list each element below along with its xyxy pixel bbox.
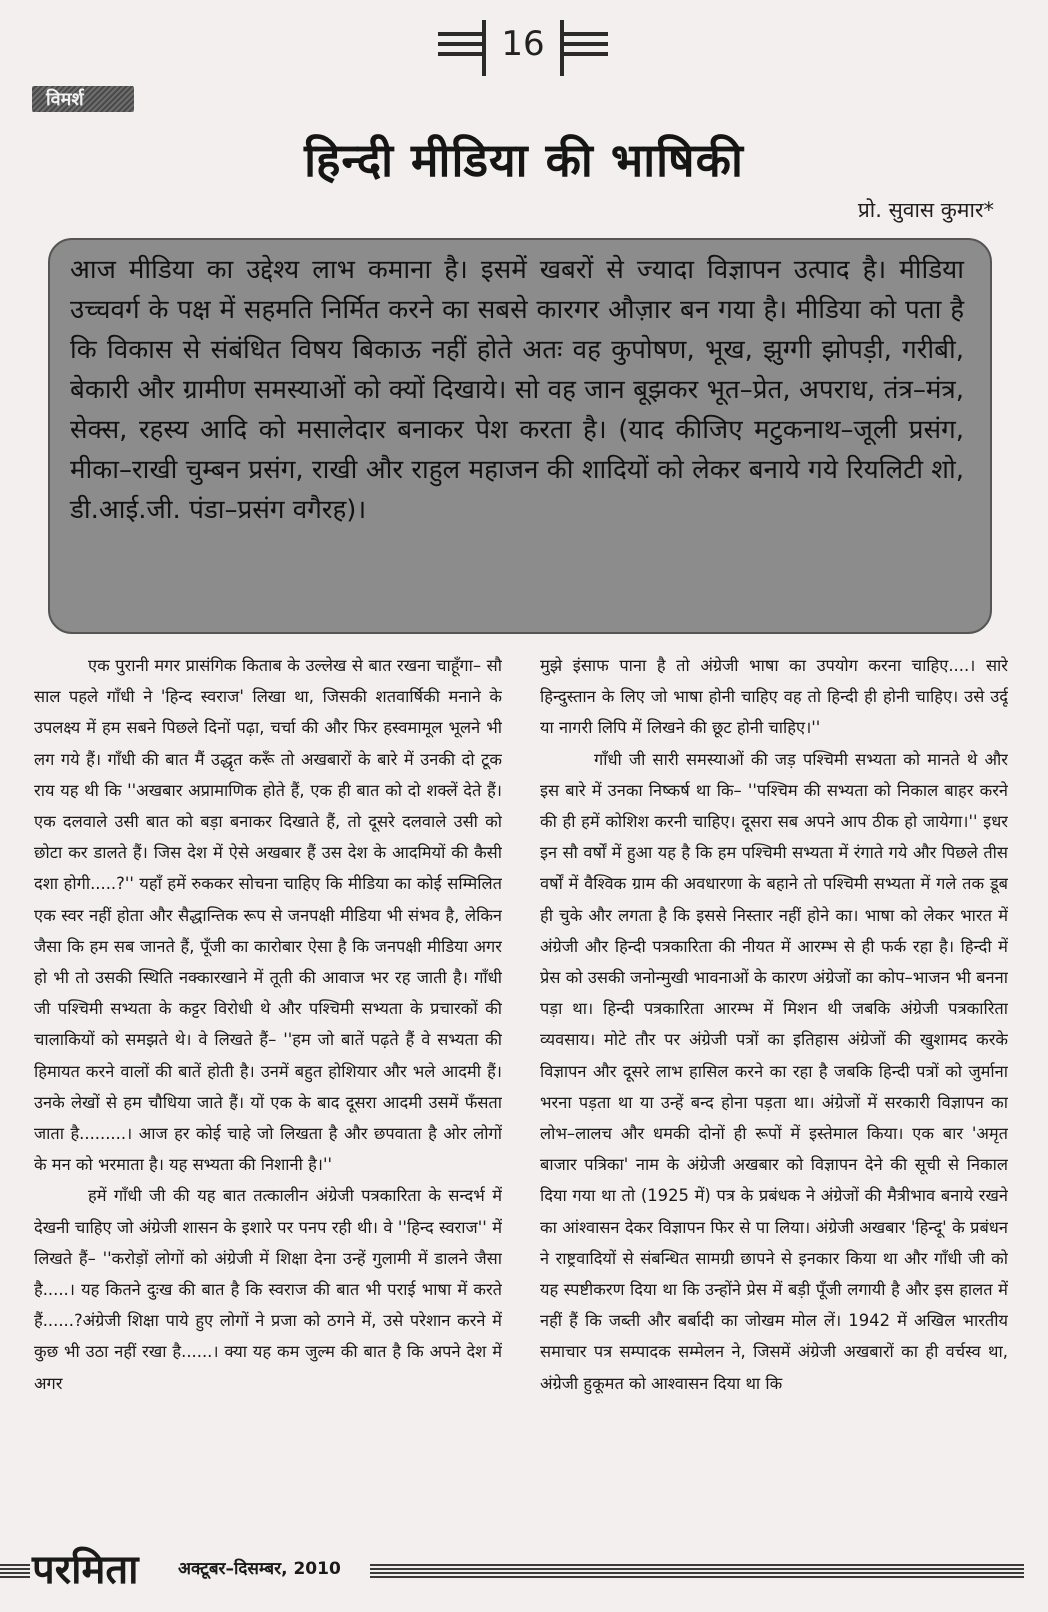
issue-date: अक्टूबर–दिसम्बर, 2010: [178, 1559, 341, 1579]
article-author: प्रो. सुवास कुमार*: [857, 198, 994, 222]
paragraph: एक पुरानी मगर प्रासंगिक किताब के उल्लेख से बात रखना चाहूँगा– सौ साल पहले गाँधी ने 'हिन्द स्वराज' लिखा था, जिसकी शतवार्षिकी मनाने के उपलक्ष्य में हम सबने पिछले दिनों पढ़ा, चर्चा की और फिर हस्वमामूल भूलने भी लग गये हैं। गाँधी की बात मैं उद्धृत करूँ तो अखबारों के बारे में उनकी दो टूक राय यह थी कि ''अखबार अप्रामाणिक होते हैं, एक ही बात को दो शक्लें देते हैं। एक दलवाले उसी बात को बड़ा बनाकर दिखाते हैं, तो दूसरे दलवाले उसी को छोटा कर डालते हैं। जिस देश में ऐसे अखबार हैं उस देश के आदमियों की कैसी दशा होगी.....?'' यहाँ हमें रुककर सोचना चाहिए कि मीडिया का कोई सम्मिलित एक स्वर नहीं होता और सैद्धान्तिक रूप से जनपक्षी मीडिया भी संभव है, लेकिन जैसा कि हम सब जानते हैं, पूँजी का कारोबार ऐसा है कि जनपक्षी मीडिया अगर हो भी तो उसकी स्थिति नक्कारखाने में तूती की आवाज भर रह जाती है। गाँधी जी पश्चिमी सभ्यता के कट्टर विरोधी थे और पश्चिमी सभ्यता के प्रचारकों की चालाकियों को समझते थे। वे लिखते हैं– ''हम जो बातें पढ़ते हैं वे सभ्यता की हिमायत करने वालों की बातें होती है। उनमें बहुत होशियार और भले आदमी हैं। उनके लेखों से हम चौधिया जाते हैं। यों एक के बाद दूसरा आदमी उसमें फँसता जाता है.........। आज हर कोई चाहे जो लिखता है और छपवाता है ओर लोगों के मन को भरमाता है। यह सभ्यता की निशानी है।'': [34, 656, 502, 1175]
paragraph: गाँधी जी सारी समस्याओं की जड़ पश्चिमी सभ्यता को मानते थे और इस बारे में उनका निष्कर्ष था कि– ''पश्चिम की सभ्यता को निकाल बाहर करने की ही हमें कोशिश करनी चाहिए। दूसरा सब अपने आप ठीक हो जायेगा।'' इधर इन सौ वर्षों में हुआ यह है कि हम पश्चिमी सभ्यता में रंगाते गये और पिछले तीस वर्षों में वैश्विक ग्राम की अवधारणा के बहाने तो पश्चिमी सभ्यता में गले तक डूब ही चुके और लगता है कि इससे निस्तार नहीं होने का। भाषा को लेकर भारत में अंग्रेजी और हिन्दी पत्रकारिता की नीयत में आरम्भ से ही फर्क रहा है। हिन्दी में प्रेस को उसकी जनोन्मुखी भावनाओं के कारण अंग्रेजों का कोप–भाजन भी बनना पड़ा था। हिन्दी पत्रकारिता आरम्भ में मिशन थी जबकि अंग्रेजी पत्रकारिता व्यवसाय। मोटे तौर पर अंग्रेजी पत्रों का इतिहास अंग्रेजों की खुशामद करके विज्ञापन और दूसरे लाभ हासिल करने का रहा है जबकि हिन्दी पत्रों को जुर्माना भरना पड़ता था या उन्हें बन्द होना पड़ता था। अंग्रेजों में सरकारी विज्ञापन का लोभ–लालच और धमकी दोनों ही रूपों में इस्तेमाल किया। एक बार 'अमृत बाजार पत्रिका' नाम के अंग्रेजी अखबार को विज्ञापन देने की सूची से निकाल दिया गया था तो (1925 में) पत्र के प्रबंधक ने अंग्रेजों की मैत्रीभाव बनाये रखने का आंश्वासन देकर विज्ञापन फिर से पा लिया। अंग्रेजी अखबार 'हिन्दू' के प्रबंधन ने राष्ट्रवादियों से संबन्धित सामग्री छापने से इनकार किया था और गाँधी जी को यह स्पष्टीकरण दिया था कि उन्होंने प्रेस में बड़ी पूँजी लगायी है और इस हालत में नहीं हैं कि जब्ती और बर्बादी का जोखम मोल लें। 1942 में अखिल भारतीय समाचार पत्र सम्पादक सम्मेलन ने, जिसमें अंग्रेजी अखबारों का ही वर्चस्व था, अंग्रेजी हुकूमत को आश्वासन दिया था कि: [540, 749, 1008, 1393]
ornament-divider-left: [482, 20, 486, 76]
page-number-ornament: [438, 18, 608, 78]
page-number: 16: [501, 24, 545, 64]
article-title: हिन्दी मीडिया की भाषिकी: [304, 133, 744, 187]
ornament-bars-right: [560, 32, 608, 62]
paragraph: हमें गाँधी जी की यह बात तत्कालीन अंग्रेजी पत्रकारिता के सन्दर्भ में देखनी चाहिए जो अंग्रेजी शासन के इशारे पर पनप रही थी। वे ''हिन्द स्वराज'' में लिखते हैं– ''करोड़ों लोगों को अंग्रेजी में शिक्षा देना उन्हें गुलामी में डालने जैसा है.....। यह कितने दुःख की बात है कि स्वराज की बात भी पराई भाषा में करते हैं......?अंग्रेजी शिक्षा पाये हुए लोगों ने प्रजा को ठगने में, उसे परेशान करने में कुछ भी उठा नहीं रखा है......। क्या यह कम जुल्म की बात है कि अपने देश में अगर: [34, 1186, 502, 1393]
abstract-text: आज मीडिया का उद्देश्य लाभ कमाना है। इसमें खबरों से ज्यादा विज्ञापन उत्पाद है। मीडिया उच्चवर्ग के पक्ष में सहमति निर्मित करने का सबसे कारगर औज़ार बन गया है। मीडिया को पता है कि विकास से संबंधित विषय बिकाऊ नहीं होते अतः वह कुपोषण, भूख, झुग्गी झोपड़ी, गरीबी, बेकारी और ग्रामीण समस्याओं को क्यों दिखाये। सो वह जान बूझकर भूत–प्रेत, अपराध, तंत्र–मंत्र, सेक्स, रहस्य आदि को मसालेदार बनाकर पेश करता है। (याद कीजिए मटुकनाथ–जूली प्रसंग, मीका–राखी चुम्बन प्रसंग, राखी और राहुल महाजन की शादियों को लेकर बनाये गये रियलिटी शो, डी.आई.जी. पंडा–प्रसंग वगैरह)।: [70, 255, 964, 525]
footer-rule-left: [0, 1564, 30, 1578]
page-footer: [0, 1538, 1048, 1598]
ornament-bars-left: [438, 32, 486, 62]
abstract-box: [48, 238, 992, 634]
section-tag-label: विमर्श: [46, 89, 84, 110]
magazine-name: परमिता: [32, 1547, 139, 1593]
footer-rule-right: [370, 1564, 1024, 1578]
paragraph: मुझे इंसाफ पाना है तो अंग्रेजी भाषा का उपयोग करना चाहिए....। सारे हिन्दुस्तान के लिए जो भाषा होनी चाहिए वह तो हिन्दी ही होनी चाहिए। उसे उर्दू या नागरी लिपि में लिखने की छूट होनी चाहिए।'': [540, 656, 1008, 738]
left-column: [34, 650, 502, 1520]
right-column: [540, 650, 1008, 1520]
section-tag: [32, 86, 134, 112]
